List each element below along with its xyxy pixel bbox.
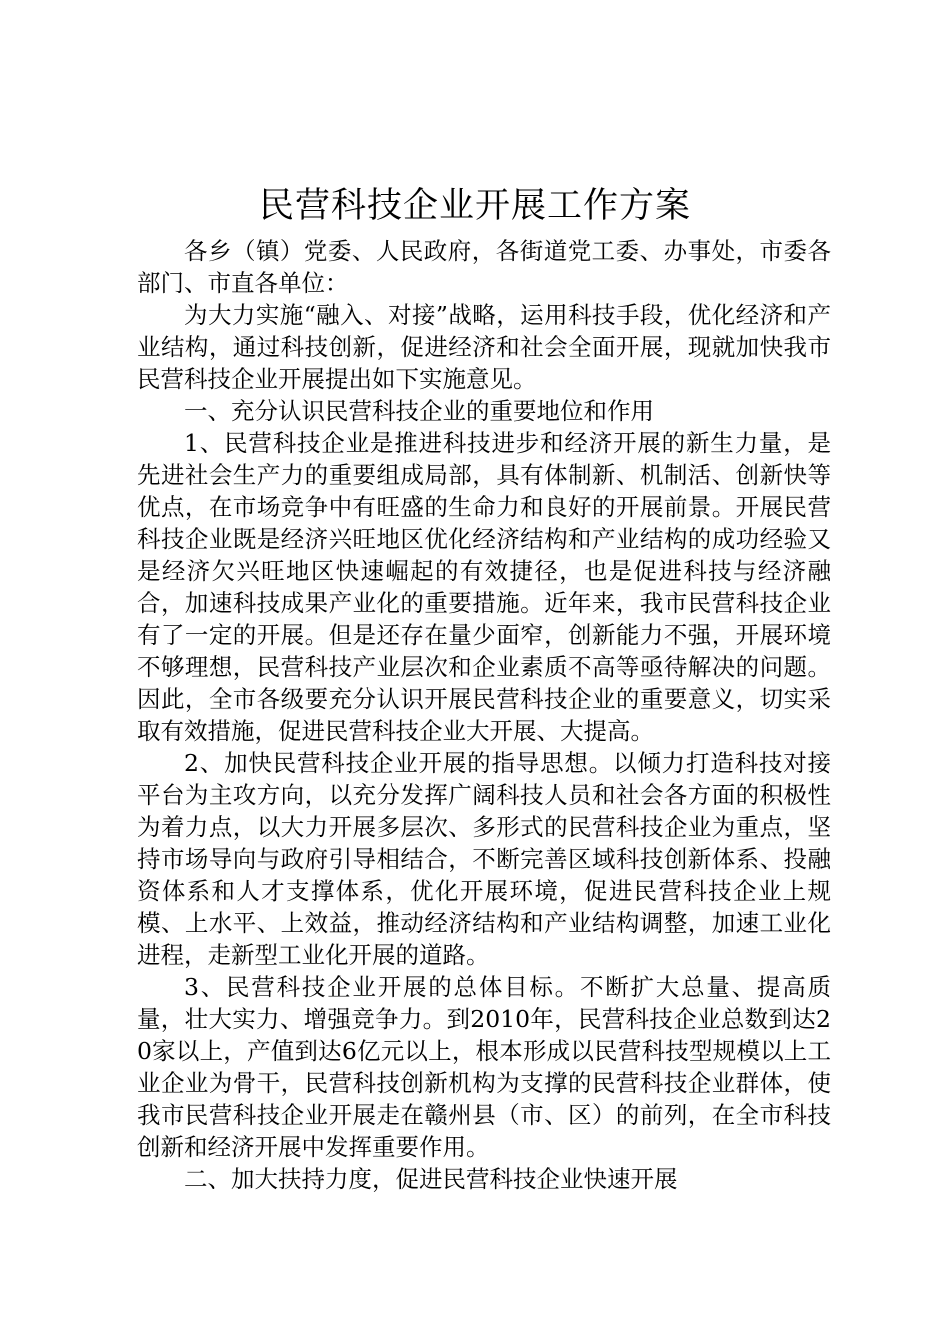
document-body [137,235,831,1195]
document-title: 民营科技企业开展工作方案 [258,186,691,226]
intro-paragraph: 为大力实施“融入、对接”战略，运用科技手段，优化经济和产业结构，通过科技创新，促进经济和社会全面开展，现就加快我市民营科技企业开展提出如下实施意见。 [137,301,831,393]
section-1-heading: 一、充分认识民营科技企业的重要地位和作用 [184,397,654,425]
section-2-heading: 二、加大扶持力度，促进民营科技企业快速开展 [184,1165,678,1193]
paragraph-2: 2、加快民营科技企业开展的指导思想。以倾力打造科技对接平台为主攻方向，以充分发挥广阔科技人员和社会各方面的积极性为着力点，以大力开展多层次、多形式的民营科技企业为重点，坚持市场导向与政府引导相结合，不断完善区域科技创新体系、投融资体系和人才支撑体系，优化开展环境，促进民营科技企业上规模、上水平、上效益，推动经济结构和产业结构调整，加速工业化进程，走新型工业化开展的道路。 [137,749,831,969]
paragraph-3: 3、民营科技企业开展的总体目标。不断扩大总量、提高质量，壮大实力、增强竞争力。到2010年，民营科技企业总数到达20家以上，产值到达6亿元以上，根本形成以民营科技型规模以上工业企业为骨干，民营科技创新机构为支撑的民营科技企业群体，使我市民营科技企业开展走在赣州县（市、区）的前列，在全市科技创新和经济开展中发挥重要作用。 [137,973,831,1161]
paragraph-1: 1、民营科技企业是推进科技进步和经济开展的新生力量，是先进社会生产力的重要组成局部，具有体制新、机制活、创新快等优点，在市场竞争中有旺盛的生命力和良好的开展前景。开展民营科技企业既是经济兴旺地区优化经济结构和产业结构的成功经验又是经济欠兴旺地区快速崛起的有效捷径，也是促进科技与经济融合，加速科技成果产业化的重要措施。近年来，我市民营科技企业有了一定的开展。但是还存在量少面窄，创新能力不强，开展环境不够理想，民营科技产业层次和企业素质不高等亟待解决的问题。因此，全市各级要充分认识开展民营科技企业的重要意义，切实采取有效措施，促进民营科技企业大开展、大提高。 [137,429,831,745]
salutation-paragraph: 各乡（镇）党委、人民政府，各街道党工委、办事处，市委各部门、市直各单位： [137,237,831,297]
